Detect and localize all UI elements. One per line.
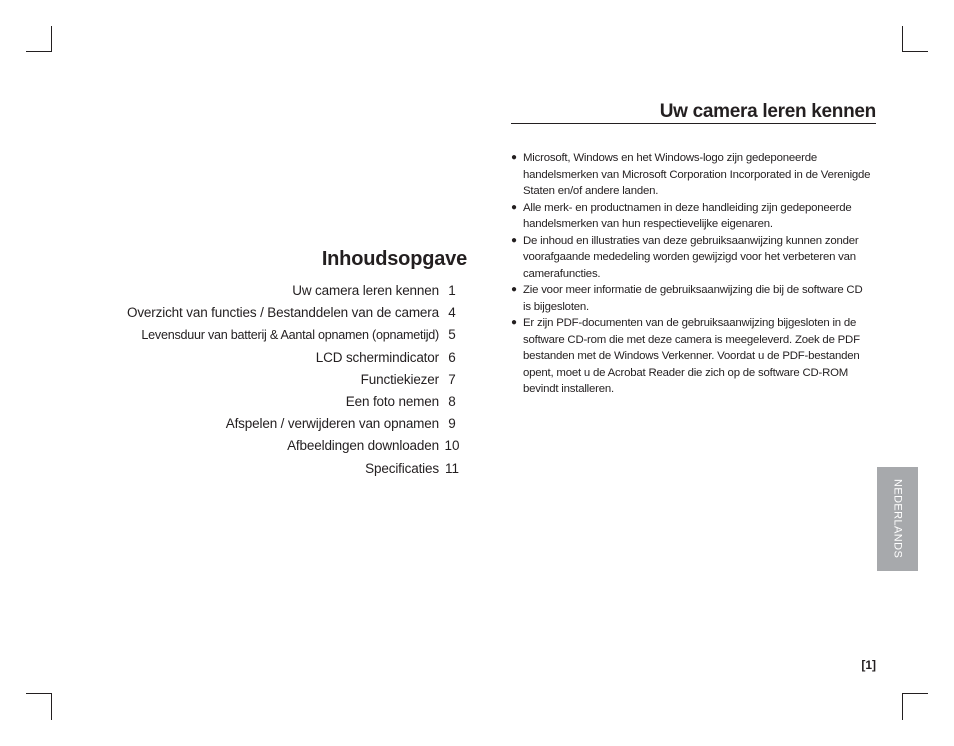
toc-entry[interactable] — [90, 438, 465, 460]
toc-entry-label: Uw camera leren kennen — [292, 283, 439, 298]
toc-entry-label: LCD schermindicator — [315, 349, 439, 365]
note-text: Alle merk- en productnamen in deze handleiding zijn gedeponeerde handelsmerken van hun respectievelijke eigenaren. — [523, 201, 852, 230]
list-item — [511, 233, 873, 283]
list-item — [511, 200, 873, 233]
language-tab — [877, 467, 918, 571]
list-item — [511, 150, 873, 200]
toc-entry-page: 6 — [448, 349, 456, 365]
page-number: [1] — [861, 658, 876, 672]
crop-mark-top-right-h — [902, 51, 928, 52]
toc-entry-label: Een foto nemen — [345, 393, 439, 409]
toc-entry[interactable] — [90, 372, 465, 394]
toc-entry-page: 10 — [444, 438, 460, 454]
note-text: Er zijn PDF-documenten van de gebruiksaanwijzing bijgesloten in de software CD-rom die met deze camera is meegeleverd. Zoek de PDF bestanden met de Windows Verkenner. Voordat u de PDF-bestanden opent, moet u de Acrobat Reader die zich op de software CD-ROM bevindt installeren. — [523, 317, 860, 395]
crop-mark-bottom-left-v — [51, 693, 52, 720]
toc-entry-page: 8 — [448, 393, 456, 409]
toc-entry-label: Afbeeldingen downloaden — [287, 438, 439, 454]
toc-entry-label: Afspelen / verwijderen van opnamen — [225, 416, 439, 432]
toc-entry[interactable] — [90, 327, 465, 349]
toc-entry-label: Specificaties — [365, 460, 439, 476]
toc-entry[interactable] — [90, 394, 465, 416]
toc-entry-page: 4 — [448, 305, 456, 321]
crop-mark-bottom-left-h — [26, 693, 52, 694]
note-text: De inhoud en illustraties van deze gebruiksaanwijzing kunnen zonder voorafgaande mededeling worden gewijzigd voor het verbeteren van camerafuncties. — [523, 234, 859, 280]
language-tab-label: NEDERLANDS — [891, 479, 904, 559]
crop-mark-top-left-v — [51, 26, 52, 52]
bullet-icon: ● — [511, 284, 517, 295]
toc-list — [90, 283, 465, 483]
toc-entry[interactable] — [90, 283, 465, 305]
crop-mark-bottom-right-h — [902, 693, 928, 694]
toc-entry-label: Levensduur van batterij & Aantal opnamen (opnametijd) — [141, 328, 439, 343]
toc-entry-page: 7 — [448, 371, 456, 387]
crop-mark-bottom-right-v — [902, 693, 903, 720]
bullet-icon: ● — [511, 201, 517, 213]
toc-entry[interactable] — [90, 305, 465, 327]
list-item — [511, 315, 873, 398]
toc-entry[interactable] — [90, 350, 465, 372]
notes-list — [511, 150, 873, 398]
toc-entry-page: 9 — [448, 416, 456, 432]
note-text: Zie voor meer informatie de gebruiksaanwijzing die bij de software CD is bijgesloten. — [523, 284, 863, 313]
toc-entry[interactable] — [90, 461, 465, 483]
toc-entry-page: 1 — [448, 283, 456, 298]
note-text: Microsoft, Windows en het Windows-logo zijn gedeponeerde handelsmerken van Microsoft Corporation Incorporated in de Verenigde Staten en/of andere landen. — [523, 152, 871, 197]
toc-entry-label: Functiekiezer — [360, 371, 439, 387]
bullet-icon: ● — [511, 234, 517, 246]
toc-entry-page: 5 — [448, 327, 456, 343]
section-heading: Uw camera leren kennen — [659, 101, 876, 122]
toc-title: Inhoudsopgave — [321, 248, 467, 270]
crop-mark-top-left-h — [26, 51, 52, 52]
bullet-icon: ● — [511, 152, 517, 163]
toc-entry-page: 11 — [444, 460, 459, 476]
crop-mark-top-right-v — [902, 26, 903, 52]
toc-entry-label: Overzicht van functies / Bestanddelen van de camera — [126, 305, 439, 321]
toc-entry[interactable] — [90, 416, 465, 438]
list-item — [511, 282, 873, 315]
bullet-icon: ● — [511, 317, 517, 328]
